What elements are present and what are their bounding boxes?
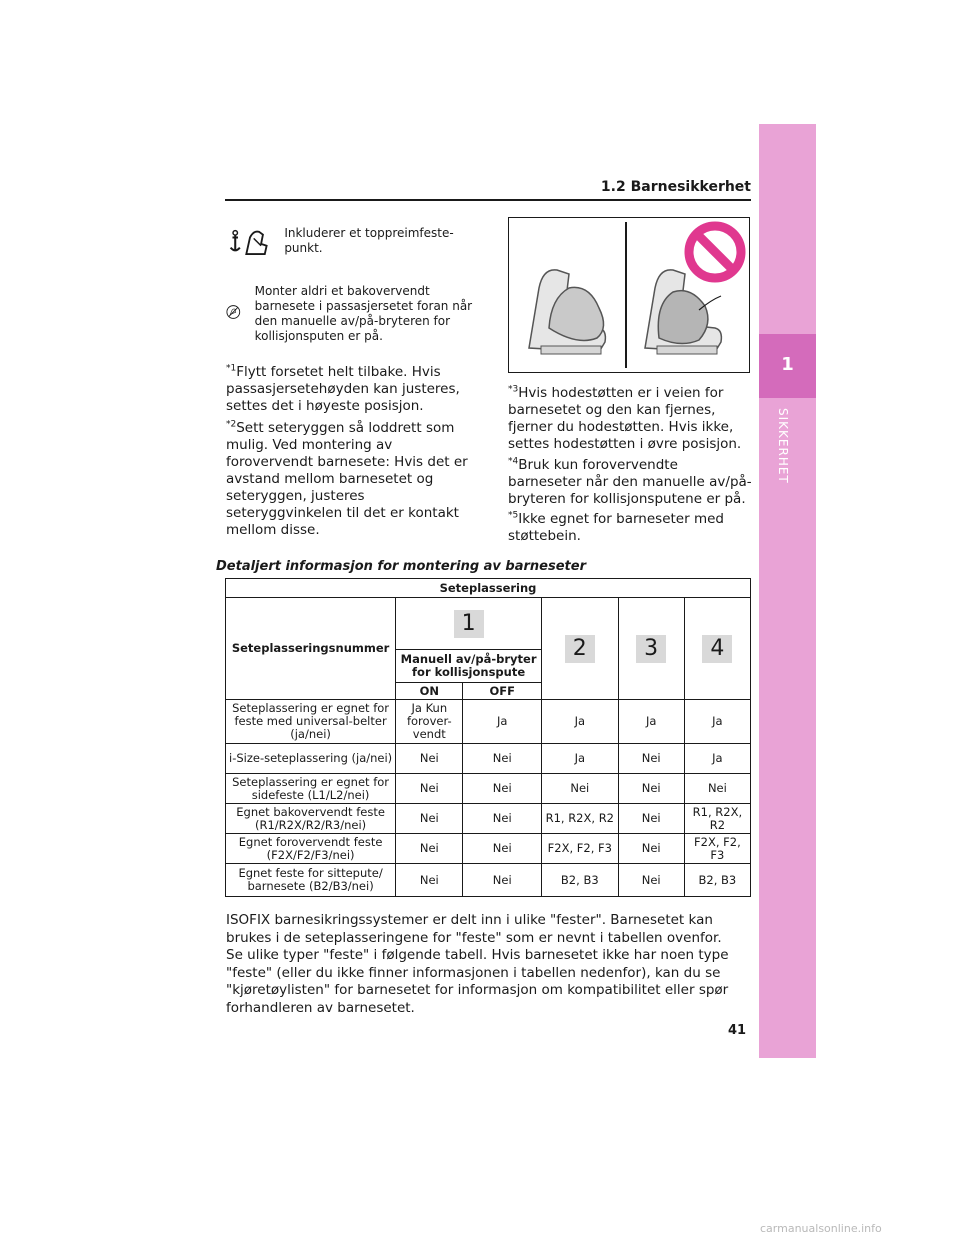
table-row xyxy=(226,834,751,864)
note-3 xyxy=(508,385,752,453)
note-2-text: Sett seteryggen så loddrett som mulig. Ved montering av forovervendt barnesete: Hvis det er avstand mellom barnesetet og seteryggen, justeres seteryggvinkelen til det er kontakt mellom disse. xyxy=(226,420,468,538)
note-2-marker: *2 xyxy=(226,419,237,430)
cell-seat-4: Ja xyxy=(684,744,750,774)
note-5-text: Ikke egnet for barneseter med støttebein. xyxy=(508,511,724,544)
seat-3-cell xyxy=(618,598,684,700)
cell-on: Nei xyxy=(396,804,463,834)
group-header: Seteplassering xyxy=(226,579,751,598)
cell-off: Ja xyxy=(463,700,542,744)
cell-off: Nei xyxy=(463,804,542,834)
row-label: Seteplassering er egnet for sidefeste (L1/L2/nei) xyxy=(226,774,396,804)
cell-off: Nei xyxy=(463,864,542,897)
cell-seat-4: F2X, F2, F3 xyxy=(684,834,750,864)
seat-number-4: 4 xyxy=(702,635,732,663)
row-header-label: Seteplasseringsnummer xyxy=(226,598,396,700)
cell-off: Nei xyxy=(463,774,542,804)
cell-seat-2: B2, B3 xyxy=(542,864,619,897)
switch-off-header: OFF xyxy=(463,683,542,700)
row-label: Egnet forovervendt feste (F2X/F2/F3/nei) xyxy=(226,834,396,864)
cell-off: Nei xyxy=(463,744,542,774)
child-seat-illustration xyxy=(509,218,749,372)
chapter-label: SIKKERHET xyxy=(776,408,790,484)
cell-seat-2: Ja xyxy=(542,744,619,774)
note-4-text: Bruk kun forovervendte barneseter når den manuelle av/på-bryteren for kollisjonsputene er på. xyxy=(508,457,752,507)
seat-2-cell xyxy=(542,598,619,700)
cell-seat-2: F2X, F2, F3 xyxy=(542,834,619,864)
row-label: Seteplassering er egnet for feste med universal-belter (ja/nei) xyxy=(226,700,396,744)
cell-on: Ja Kun forover-vendt xyxy=(396,700,463,744)
switch-header: Manuell av/på-bryter for kollisjonspute xyxy=(396,650,542,683)
legend-text-prohibit: Monter aldri et bakovervendt barnesete i passasjersetet foran når den manuelle av/på-bryteren for kollisjonsputen er på. xyxy=(254,284,473,343)
note-1 xyxy=(226,364,478,415)
seat-4-cell xyxy=(684,598,750,700)
note-5 xyxy=(508,511,752,545)
isofix-paragraph: ISOFIX barnesikringssystemer er delt inn i ulike "fester". Barnesetet kan brukes i de seteplasseringene for "feste" som er nevnt i tabellen ovenfor. Se ulike typer "feste" i følgende tabell. Hvis barnesetet ikke har noen type "feste" (eller du ikke finner informasjonen i tabellen nedenfor), kan du se "kjøretøylisten" for barnesetet for informasjon om kompatibilitet eller spør forhandleren av barnesetet. xyxy=(226,912,729,1016)
cell-seat-4: Ja xyxy=(684,700,750,744)
row-label: Egnet bakovervendt feste (R1/R2X/R2/R3/nei) xyxy=(226,804,396,834)
note-2 xyxy=(226,420,478,539)
cell-seat-4: Nei xyxy=(684,774,750,804)
cell-on: Nei xyxy=(396,864,463,897)
table-row xyxy=(226,774,751,804)
row-label: Egnet feste for sittepute/ barnesete (B2/B3/nei) xyxy=(226,864,396,897)
seat-number-1: 1 xyxy=(454,610,484,638)
note-1-text: Flytt forsetet helt tilbake. Hvis passasjersetehøyden kan justeres, settes det i høyeste posisjon. xyxy=(226,364,460,414)
no-rearward-seat-icon xyxy=(226,288,241,336)
row-label: i-Size-seteplassering (ja/nei) xyxy=(226,744,396,774)
table-row xyxy=(226,804,751,834)
header-divider xyxy=(225,199,751,201)
legend-row-tether xyxy=(226,226,476,260)
table-row xyxy=(226,864,751,897)
chapter-number: 1 xyxy=(781,354,794,375)
cell-seat-2: Ja xyxy=(542,700,619,744)
cell-seat-4: R1, R2X, R2 xyxy=(684,804,750,834)
seat-1-cell xyxy=(396,598,542,650)
cell-seat-3: Nei xyxy=(618,834,684,864)
legend-row-prohibit xyxy=(226,284,476,344)
cell-seat-3: Nei xyxy=(618,774,684,804)
cell-seat-2: R1, R2X, R2 xyxy=(542,804,619,834)
cell-seat-2: Nei xyxy=(542,774,619,804)
cell-seat-3: Nei xyxy=(618,744,684,774)
seat-number-2: 2 xyxy=(565,635,595,663)
switch-on-header: ON xyxy=(396,683,463,700)
footer-watermark: carmanualsonline.info xyxy=(760,1222,882,1235)
cell-seat-3: Nei xyxy=(618,864,684,897)
note-5-marker: *5 xyxy=(508,510,519,521)
cell-on: Nei xyxy=(396,744,463,774)
cell-on: Nei xyxy=(396,834,463,864)
seat-illustration xyxy=(508,217,750,373)
note-3-text: Hvis hodestøtten er i veien for barnesetet og den kan fjernes, fjerner du hodestøtten. Hvis ikke, settes hodestøtten i øvre posisjon. xyxy=(508,385,742,452)
top-tether-anchor-icon xyxy=(226,226,270,260)
cell-seat-3: Ja xyxy=(618,700,684,744)
page-number: 41 xyxy=(728,1023,747,1038)
note-4-marker: *4 xyxy=(508,456,519,467)
seat-spec-table xyxy=(225,578,751,897)
note-4 xyxy=(508,457,752,508)
seat-number-3: 3 xyxy=(636,635,666,663)
cell-off: Nei xyxy=(463,834,542,864)
cell-on: Nei xyxy=(396,774,463,804)
cell-seat-3: Nei xyxy=(618,804,684,834)
note-3-marker: *3 xyxy=(508,384,519,395)
table-row xyxy=(226,744,751,774)
chapter-tab-strip xyxy=(759,124,816,1058)
note-1-marker: *1 xyxy=(226,363,237,374)
cell-seat-4: B2, B3 xyxy=(684,864,750,897)
table-title: Detaljert informasjon for montering av barneseter xyxy=(216,559,586,574)
table-row xyxy=(226,700,751,744)
legend-text-tether: Inkluderer et toppreimfeste-punkt. xyxy=(284,226,454,255)
section-title: 1.2 Barnesikkerhet xyxy=(600,179,751,195)
